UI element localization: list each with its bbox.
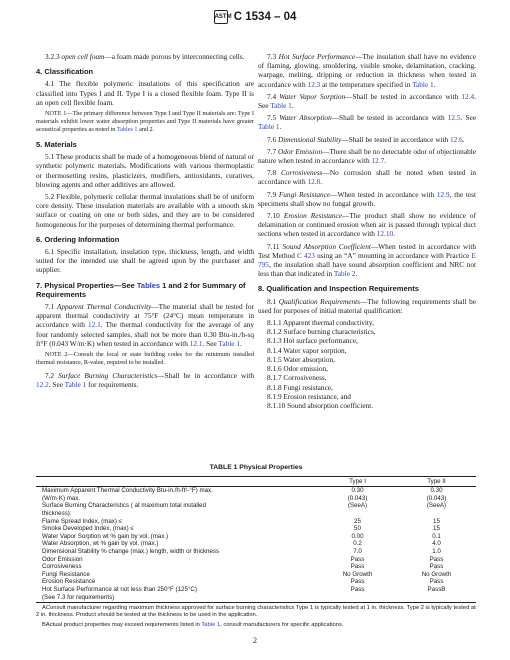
list-item: 8.1.4 Water vapor sorption, xyxy=(267,345,347,355)
table-row: Erosion Resistance Pass Pass xyxy=(42,578,444,586)
left-column xyxy=(36,52,254,392)
table-title: TABLE 1 Physical Properties xyxy=(209,464,303,471)
link-12-9[interactable]: 12.9 xyxy=(436,189,450,199)
physical-properties-table xyxy=(36,476,476,604)
page-header xyxy=(0,10,510,24)
para-7-9: 7.9 Fungi Resistance—When tested in accordance with 12.9, the test specimens shall show no fungal growth. xyxy=(258,189,476,208)
para-8-1: 8.1 Qualification Requirements—The following requirements shall be used for purposes of initial material qualification: xyxy=(258,296,477,315)
list-item: 8.1.3 Hot surface performance, xyxy=(267,336,358,346)
link-12-10[interactable]: 12.10 xyxy=(376,229,394,239)
astm-logo-icon: ASTM xyxy=(214,10,228,24)
col-header-property xyxy=(36,476,318,487)
para-7-1: 7.1 Apparent Thermal Conductivity—The material shall be tested for apparent thermal conductivity at 75°F (24°C) mean temperature in accordance with 12.1. The thermal conductivity for the average of any four randomly selected samples, shall not be more than 0.30 Btu-in./h-sq ft°F (0.043 W/m·K) when tested in accordance with 12.1. See Table 1. xyxy=(36,302,254,348)
table-row: Smoke Developed Index, (max) ≤ 50 15 xyxy=(42,525,440,533)
note-2: NOTE 2—Consult the local or state building codes for the minimum installed thermal resistance, R-value, required to be installed. xyxy=(36,351,254,367)
table-row: (W/m·K) max. (0.043) (0.043) xyxy=(42,494,447,502)
link-12-1[interactable]: 12.1 xyxy=(189,338,203,348)
link-table-1[interactable]: Table 1 xyxy=(64,380,87,390)
link-12-6[interactable]: 12.6 xyxy=(450,134,463,144)
link-table-1[interactable]: Table 1 xyxy=(270,101,292,111)
table-row: thickness): xyxy=(42,509,72,517)
section-4-heading: 4. Classification xyxy=(36,67,94,77)
footnote-a: AConsult manufacturer regarding maximum thickness approved for surface burning characteristics Type 1 is typically tested at 1 in. thickness. Type 2 is typically tested at 2 in. thickness. Product should be tested at the thickness to be used in the application. xyxy=(36,605,476,619)
list-item: 8.1.5 Water absorption, xyxy=(267,354,335,364)
para-7-10: 7.10 Erosion Resistance—The product shall show no evidence of delamination or continued erosion when air is passed through typical duct sections when tested in accordance with 12.10. xyxy=(258,211,476,239)
link-table-2[interactable]: Table 2 xyxy=(333,269,356,279)
table-row: Flame Spread Index, (max) ≤ 25 15 xyxy=(42,517,440,525)
link-12-5[interactable]: 12.5 xyxy=(447,113,461,123)
list-item: 8.1.10 Sound absorption coefficient. xyxy=(267,400,374,410)
link-table-1[interactable]: Table 1 xyxy=(201,621,221,628)
para-7-4: 7.4 Water Vapor Sorption—Shall be tested in accordance with 12.4. See Table 1. xyxy=(258,91,476,111)
table-row: Dimensional Stability % change (max.) length, width or thickness 7.0 1.0 xyxy=(42,547,441,555)
para-7-6: 7.6 Dimensional Stability—Shall be tested in accordance with 12.6. xyxy=(267,134,465,144)
link-12-8[interactable]: 12.8 xyxy=(307,177,321,187)
para-6-1: 6.1 Specific installation, insulation type, thickness, length, and width suited for the intended use shall be agreed upon by the purchaser and supplier. xyxy=(36,247,254,275)
table-row: (See 7.3 for requirements) xyxy=(36,594,476,603)
right-column xyxy=(258,52,476,410)
qualification-list xyxy=(258,318,476,410)
table-row: Odor Emission Pass Pass xyxy=(42,555,444,563)
list-item: 8.1.8 Fungi resistance, xyxy=(267,382,333,392)
table-row: Water Vapor Sorption wt % gain by vol. (max.) 0.00 0.1 xyxy=(42,532,441,540)
table-row: Fungi Resistance No Growth No Growth xyxy=(42,570,452,578)
table-row: Corrosiveness Pass Pass xyxy=(42,563,444,571)
list-item: 8.1.1 Apparent thermal conductivity, xyxy=(267,318,374,328)
link-12-3[interactable]: 12.3 xyxy=(307,79,321,89)
link-table-1[interactable]: Table 1 xyxy=(412,79,434,89)
para-7-2: 7.2 Surface Burning Characteristics—Shall be in accordance with 12.2. See Table 1 for requirements. xyxy=(36,371,254,390)
link-tables-1[interactable]: Tables 1 xyxy=(116,126,138,134)
para-7-11: 7.11 Sound Absorption Coefficient—When tested in accordance with Test Method C 423 using an “A” mounting in accordance with Practice E 795, the insulation shall have sound absorption coefficient and NRC not less than that indicated in Table 2. xyxy=(258,241,476,279)
link-e795[interactable]: E 795 xyxy=(258,250,476,270)
para-4-1: 4.1 The flexible polymeric insulations of this specification are classified into Types I and II. Type I is a closed flexible foam. Type II is an open cell flexible foam. xyxy=(36,79,254,107)
link-tables[interactable]: Tables xyxy=(136,280,161,290)
col-header-type2: Type II xyxy=(397,476,476,487)
link-12-1[interactable]: 12.1 xyxy=(87,320,101,330)
table-row: Maximum Apparent Thermal Conductivity Btu-in./h-ft²-°F) max. 0.30 0.30 xyxy=(42,487,443,495)
table-row: Surface Burning Characteristics ( at maximum total installed (SeeA) (SeeA) xyxy=(42,502,447,510)
section-8-heading: 8. Qualification and Inspection Requirements xyxy=(258,284,419,294)
page-number: 2 xyxy=(253,636,257,645)
para-7-5: 7.5 Water Absorption—Shall be tested in accordance with 12.5. See Table 1. xyxy=(258,113,476,132)
footnote-b: BActual product properties may exceed requirements listed in Table 1, consult manufacturers for specific applications. xyxy=(42,621,344,628)
para-7-8: 7.8 Corrosiveness—No corrosion shall be noted when tested in accordance with 12.8. xyxy=(258,168,476,187)
designation: C 1534 – 04 xyxy=(233,11,297,24)
table-row: Water Absorption, wt % gain by vol. (max.) 0.2 4.0 xyxy=(42,540,441,548)
link-table-1[interactable]: Table 1 xyxy=(258,122,280,132)
section-7-heading: 7. Physical Properties—See Tables 1 and 2 for Summary of Requirements xyxy=(36,280,246,299)
para-3-2-3: 3.2.3 open cell foam—a foam made porous by interconnecting cells. xyxy=(45,52,245,61)
table-row: Hot Surface Performance at not less than 250°F (125°C) Pass PassB xyxy=(42,585,446,593)
list-item: 8.1.9 Erosion resistance, and xyxy=(267,391,351,401)
link-12-7[interactable]: 12.7 xyxy=(371,156,385,166)
list-item: 8.1.2 Surface burning characteristics, xyxy=(267,327,376,337)
section-5-heading: 5. Materials xyxy=(36,140,77,150)
note-1: NOTE 1—The primary difference between Type I and Type II materials are: Type I materials exhibit lower water absorption properties and Type II materials have greater acoustical properties as noted in Tables 1 and 2. xyxy=(36,110,254,134)
link-12-4[interactable]: 12.4 xyxy=(461,91,475,101)
list-item: 8.1.6 Odor emission, xyxy=(267,364,329,374)
link-12-2[interactable]: 12.2 xyxy=(36,380,49,390)
table-1 xyxy=(36,464,476,629)
list-item: 8.1.7 Corrosiveness, xyxy=(267,373,327,383)
section-6-heading: 6. Ordering Information xyxy=(36,234,120,244)
link-table-1[interactable]: Table 1 xyxy=(218,338,240,348)
para-7-3: 7.3 Hot Surface Performance—The insulation shall have no evidence of flaming, glowing, smoldering, visible smoke, delamination, cracking, warpage, melting, dripping or reduction in thickness when tested in accordance with 12.3 at the temperature specified in Table 1. xyxy=(258,52,477,89)
para-7-7: 7.7 Odor Emission—There shall be no detectable odor of objectionable nature when tested in accordance with 12.7. xyxy=(258,146,476,166)
col-header-type1: Type I xyxy=(318,476,397,487)
link-c423[interactable]: C 423 xyxy=(297,250,315,260)
para-5-1: 5.1 These products shall be made of a homogeneous blend of natural or synthetic polymeric materials. Modifications with various thermoplastic or thermosetting resins, plasticizers, modifiers, antioxidants, curatives, blowing agents and other additives are allowed. xyxy=(36,152,254,189)
para-5-2: 5.2 Flexible, polymeric cellular thermal insulations shall be of uniform core density. These insulation materials are available with a smooth skin surface or coating on one or both sides, and they are to be considered homogeneous for the purposes of determining thermal performance. xyxy=(36,192,254,229)
